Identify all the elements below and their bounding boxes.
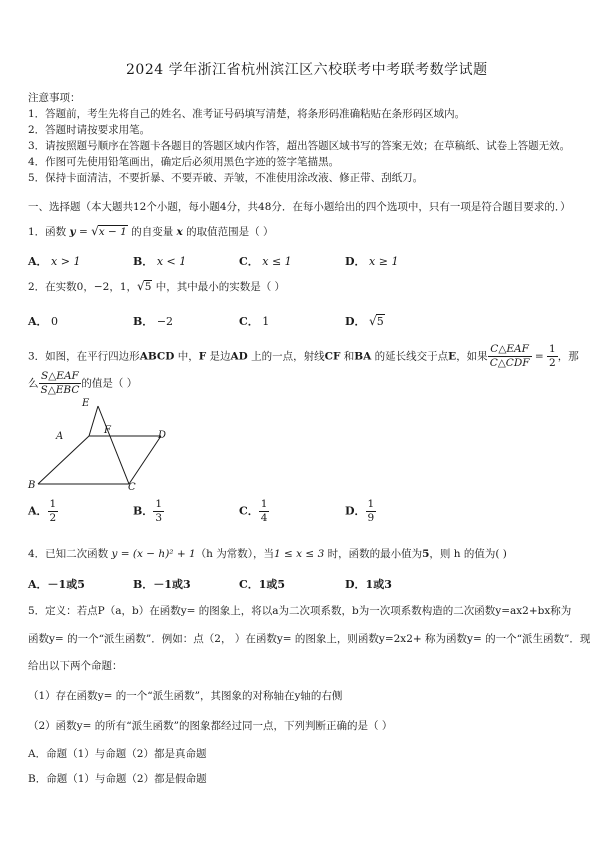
sqrt-icon: √ — [137, 279, 145, 293]
sqrt-icon: √ — [91, 224, 99, 238]
question-5-line-1: 5．定义：若点P（a，b）在函数y= 的图象上，将以a为二次项系数，b为一次项系数构造的二次函数y=ax2+bx称为 — [28, 605, 572, 617]
q4-option-c: C．1或5 — [239, 578, 286, 591]
q2-prefix: 2．在实数0，−2，1， — [28, 281, 138, 293]
notice-item-2: 2．答题时请按要求用笔。 — [28, 124, 151, 136]
q1-option-b: B． x < 1 — [133, 255, 187, 268]
notice-item-1: 1．答题前，考生先将自己的姓名、准考证号码填写清楚，将条形码准确粘贴在条形码区域内。 — [28, 108, 466, 120]
q1-equals: = — [75, 226, 92, 238]
question-3: 3．如图，在平行四边形ABCD 中，F 是边AD 上的一点，射线CF 和BA 的延长线交于点E，如果 $\frac{\text{C△EAF}}{\text{C△CDF}}$ = $\frac{1}{2}$ ，那 — [28, 343, 579, 369]
q2-tail: 中，其中最小的实数是（ ） — [152, 281, 286, 293]
q1-func-y: y — [69, 226, 76, 238]
q1-tail: 的取值范围是（ ） — [182, 226, 274, 238]
edge-cd — [129, 436, 161, 484]
q5-option-b: B．命题（1）与命题（2）都是假命题 — [28, 773, 207, 785]
q3-option-b: B． $\frac{1}{3}$ — [133, 498, 162, 524]
q2-option-a: A． 0 — [28, 315, 59, 328]
label-f: F — [104, 425, 111, 436]
label-a: A — [56, 431, 64, 442]
q4-option-b: B．－1或3 — [133, 578, 191, 591]
q1-option-a: A． x > 1 — [28, 255, 81, 268]
q3-option-c: C． $\frac{1}{4}$ — [239, 498, 268, 524]
q1-prefix: 1．函数 — [28, 226, 70, 238]
question-5-prop-2: （2）函数y= 的所有“派生函数”的图象都经过同一点，下列判断正确的是（ ） — [28, 720, 393, 732]
q3-perimeter-ratio: $\frac{\text{C△EAF}}{\text{C△CDF}}$ — [489, 343, 530, 369]
q1-radicand: x − 1 — [98, 226, 127, 238]
question-2 — [28, 280, 285, 294]
question-4: 4．已知二次函数 y = (x − h)² + 1（h 为常数），当1 ≤ x ≤ 3 时，函数的最小值为5，则 h 的值为( ) — [28, 548, 507, 560]
label-b: B — [28, 480, 36, 491]
question-1 — [28, 225, 274, 239]
question-5-line-3: 给出以下两个命题： — [28, 660, 123, 672]
question-3-line-2: 么 $\frac{\text{S△EAF}}{\text{S△EBC}}$ 的值是（ ） — [28, 370, 138, 396]
notice-item-5: 5．保持卡面清洁，不要折暴、不要弄破、弄皱，不准使用涂改液、修正带、刮纸刀。 — [28, 172, 424, 184]
label-e: E — [82, 398, 90, 409]
question-5-line-2: 函数y= 的一个“派生函数”．例如：点（2， ）在函数y= 的图象上，则函数y=2x2+ 称为函数y= 的一个“派生函数”．现 — [28, 633, 591, 645]
q3-half: $\frac{1}{2}$ — [549, 343, 556, 369]
q2-option-d: D． √5 — [345, 314, 384, 328]
notice-item-3: 3．请按照题号顺序在答题卡各题目的答题区域内作答，超出答题区域书写的答案无效；在草稿纸、试卷上答题无效。 — [28, 140, 571, 152]
notice-item-4: 4．作图可先使用铅笔画出，确定后必须用黑色字迹的签字笔描黑。 — [28, 156, 340, 168]
q2-radicand: 5 — [144, 281, 152, 293]
edge-ba — [38, 436, 89, 484]
q3-parallelogram-figure — [26, 396, 176, 492]
q5-option-a: A．命题（1）与命题（2）都是真命题 — [28, 748, 207, 760]
question-5-prop-1: （1）存在函数y= 的一个“派生函数”，其图象的对称轴在y轴的右侧 — [28, 690, 343, 702]
q2-option-c: C． 1 — [239, 315, 270, 328]
q1-option-c: C． x ≤ 1 — [239, 255, 292, 268]
q1-var: x — [176, 226, 183, 238]
q2-option-b: B． −2 — [133, 315, 174, 328]
q1-option-d: D． x ≥ 1 — [345, 255, 399, 268]
q1-mid: 的自变量 — [127, 226, 177, 238]
notice-heading: 注意事项： — [28, 92, 81, 104]
edge-ce — [98, 406, 129, 484]
q3-option-d: D． $\frac{1}{9}$ — [345, 498, 375, 524]
label-c: C — [128, 482, 136, 492]
q3-option-a: A． $\frac{1}{2}$ — [28, 498, 57, 524]
page-title: 2024 学年浙江省杭州滨江区六校联考中考联考数学试题 — [126, 62, 488, 78]
q4-option-d: D．1或3 — [345, 578, 392, 591]
q4-option-a: A．－1或5 — [28, 578, 85, 591]
q3-area-ratio: $\frac{\text{S△EAF}}{\text{S△EBC}}$ — [40, 370, 80, 396]
edge-ae — [89, 406, 98, 436]
section-heading: 一、选择题（本大题共12个小题，每小题4分，共48分．在每小题给出的四个选项中，只有一项是符合题目要求的．） — [28, 201, 571, 213]
label-d: D — [158, 430, 167, 441]
